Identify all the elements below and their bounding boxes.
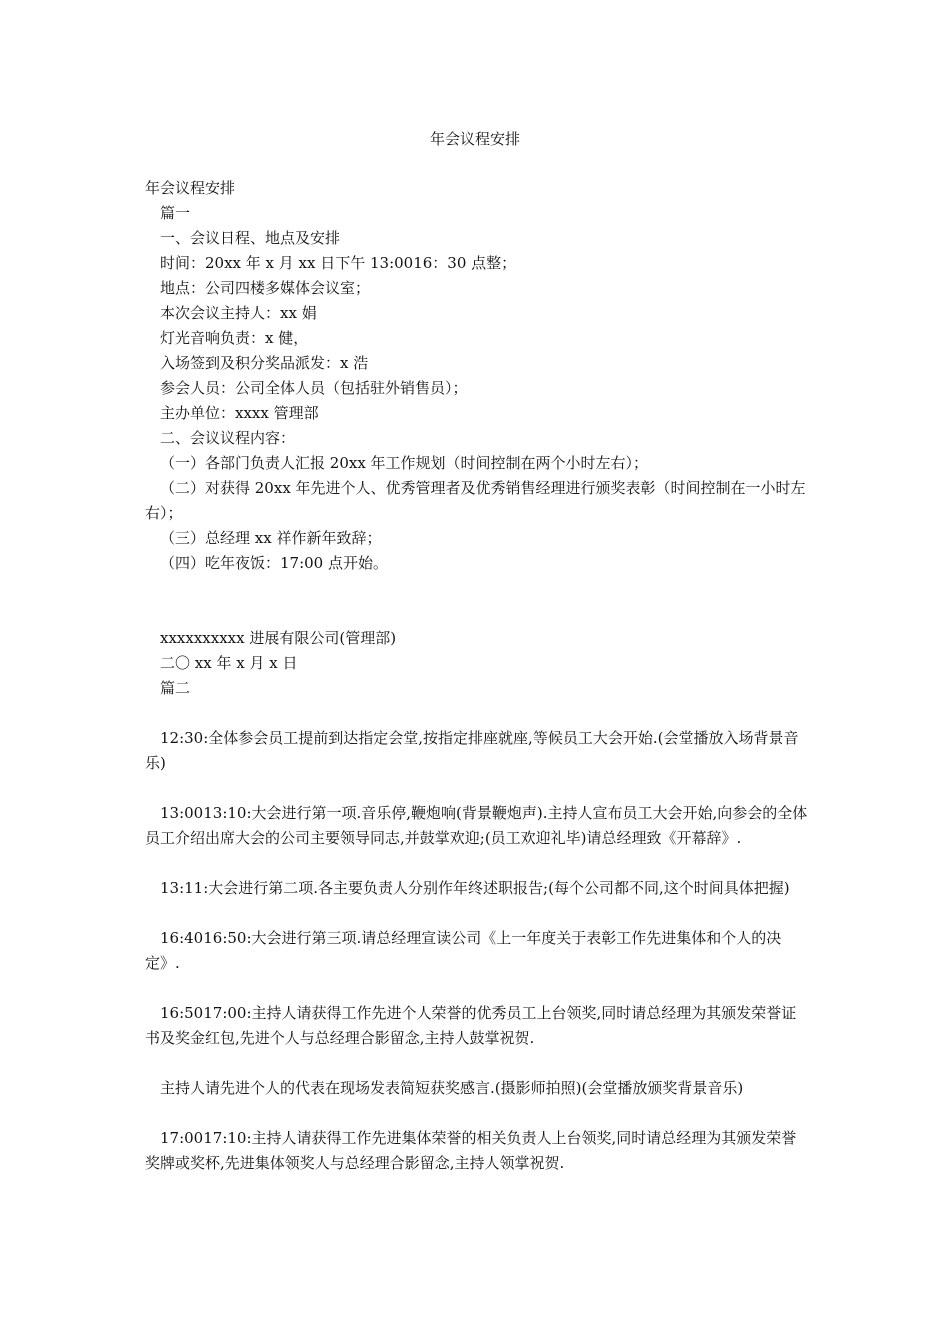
text-line: 地点：公司四楼多媒体会议室；: [160, 279, 371, 297]
document-body: [145, 176, 810, 1176]
part-label: 篇二: [160, 679, 191, 697]
text-line: 一、会议日程、地点及安排: [160, 229, 341, 247]
text-line: （一）各部门负责人汇报 20xx 年工作规划（时间控制在两个小时左右）；: [160, 454, 649, 472]
section-heading: 年会议程安排: [145, 179, 236, 197]
text-line: 主办单位：xxxx 管理部: [160, 404, 319, 422]
agenda-paragraph: 12:30:全体参会员工提前到达指定会堂,按指定排座就座,等候员工大会开始.(会堂播放入场背景音乐): [145, 729, 799, 772]
text-line: 时间：20xx 年 x 月 xx 日下午 13:0016：30 点整；: [160, 254, 517, 272]
text-line: （四）吃年夜饭：17:00 点开始。: [160, 554, 388, 572]
text-line: 本次会议主持人：xx 娟: [160, 304, 317, 322]
company-signature: xxxxxxxxxx 进展有限公司(管理部): [160, 629, 397, 647]
agenda-paragraph: 16:4016:50:大会进行第三项.请总经理宣读公司《上一年度关于表彰工作先进集体和个人的决定》.: [145, 929, 782, 972]
agenda-paragraph: 主持人请先进个人的代表在现场发表简短获奖感言.(摄影师拍照)(会堂播放颁奖背景音乐): [160, 1079, 744, 1097]
page-title: 年会议程安排: [429, 130, 520, 148]
text-line: （三）总经理 xx 祥作新年致辞；: [160, 529, 382, 547]
text-paragraph: （二）对获得 20xx 年先进个人、优秀管理者及优秀销售经理进行颁奖表彰（时间控制在一小时左右）；: [145, 479, 806, 522]
text-line: 二、会议议程内容：: [160, 429, 296, 447]
part-label: 篇一: [160, 204, 191, 222]
agenda-paragraph: 17:0017:10:主持人请获得工作先进集体荣誉的相关负责人上台领奖,同时请总经理为其颁发荣誉奖牌或奖杯,先进集体领奖人与总经理合影留念,主持人领掌祝贺.: [145, 1129, 797, 1172]
text-line: 参会人员：公司全体人员（包括驻外销售员）；: [160, 379, 468, 397]
agenda-paragraph: 16:5017:00:主持人请获得工作先进个人荣誉的优秀员工上台领奖,同时请总经理为其颁发荣誉证书及奖金红包,先进个人与总经理合影留念,主持人鼓掌祝贺.: [145, 1004, 797, 1047]
signature-date: 二〇 xx 年 x 月 x 日: [160, 654, 298, 672]
text-line: 入场签到及积分奖品派发：x 浩: [160, 354, 369, 372]
agenda-paragraph: 13:0013:10:大会进行第一项.音乐停,鞭炮响(背景鞭炮声).主持人宣布员工大会开始,向参会的全体员工介绍出席大会的公司主要领导同志,并鼓掌欢迎;(员工欢迎礼毕)请总经理致《开幕辞》.: [145, 804, 808, 847]
agenda-paragraph: 13:11:大会进行第二项.各主要负责人分别作年终述职报告;(每个公司都不同,这个时间具体把握): [160, 879, 790, 897]
text-line: 灯光音响负责：x 健，: [160, 329, 309, 347]
